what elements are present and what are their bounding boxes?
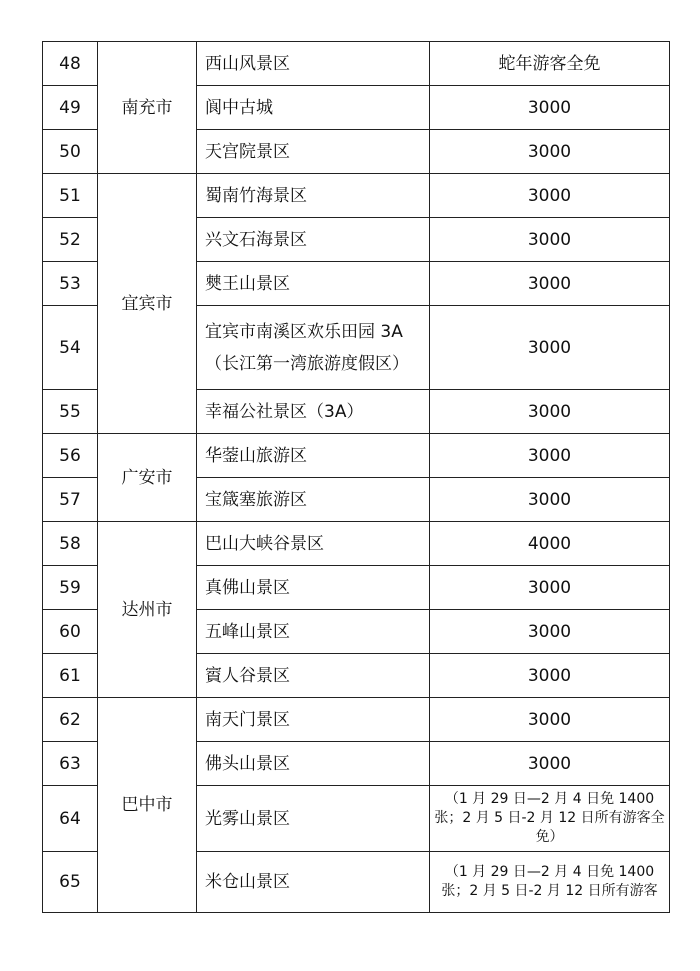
- scenic-spot-ticket-table: [42, 41, 670, 913]
- free-ticket-count: 3000: [430, 610, 670, 654]
- row-number: 48: [43, 42, 98, 86]
- row-number: 63: [43, 742, 98, 786]
- free-ticket-count: 3000: [430, 174, 670, 218]
- free-ticket-count: 3000: [430, 742, 670, 786]
- scenic-spot-name: 蜀南竹海景区: [197, 174, 430, 218]
- scenic-spot-name: 佛头山景区: [197, 742, 430, 786]
- row-number: 54: [43, 306, 98, 390]
- row-number: 52: [43, 218, 98, 262]
- row-number: 56: [43, 434, 98, 478]
- free-ticket-count: 3000: [430, 218, 670, 262]
- city-cell: 巴中市: [98, 698, 197, 913]
- free-ticket-count: 4000: [430, 522, 670, 566]
- free-ticket-count: 3000: [430, 130, 670, 174]
- scenic-spot-name-line2: （长江第一湾旅游度假区）: [205, 353, 409, 374]
- scenic-spot-name: 光雾山景区: [197, 786, 430, 852]
- scenic-spot-name: 西山风景区: [197, 42, 430, 86]
- free-ticket-count: 3000: [430, 86, 670, 130]
- scenic-spot-name: 南天门景区: [197, 698, 430, 742]
- free-ticket-count: 3000: [430, 654, 670, 698]
- scenic-spot-name: 真佛山景区: [197, 566, 430, 610]
- row-number: 55: [43, 390, 98, 434]
- scenic-spot-name: 幸福公社景区（3A）: [197, 390, 430, 434]
- scenic-spot-name: 巴山大峡谷景区: [197, 522, 430, 566]
- city-cell: 南充市: [98, 42, 197, 174]
- scenic-spot-name: [197, 306, 430, 390]
- free-ticket-count: 蛇年游客全免: [430, 42, 670, 86]
- row-number: 62: [43, 698, 98, 742]
- row-number: 51: [43, 174, 98, 218]
- city-cell: 广安市: [98, 434, 197, 522]
- table-row: [43, 522, 670, 566]
- row-number: 60: [43, 610, 98, 654]
- row-number: 57: [43, 478, 98, 522]
- city-cell: 达州市: [98, 522, 197, 698]
- table-row: [43, 42, 670, 86]
- row-number: 61: [43, 654, 98, 698]
- row-number: 53: [43, 262, 98, 306]
- scenic-spot-name: 天宫院景区: [197, 130, 430, 174]
- free-ticket-count: 3000: [430, 390, 670, 434]
- scenic-spot-name-line1: 宜宾市南溪区欢乐田园 3A: [205, 321, 403, 342]
- free-ticket-count: （1 月 29 日—2 月 4 日免 1400 张；2 月 5 日-2 月 12 日所有游客全免）: [430, 786, 670, 852]
- free-ticket-count: 3000: [430, 566, 670, 610]
- table-row: [43, 698, 670, 742]
- free-ticket-count: 3000: [430, 478, 670, 522]
- table-row: [43, 434, 670, 478]
- free-ticket-count: 3000: [430, 434, 670, 478]
- scenic-spot-name: 賨人谷景区: [197, 654, 430, 698]
- row-number: 50: [43, 130, 98, 174]
- row-number: 65: [43, 852, 98, 913]
- scenic-spot-name: 阆中古城: [197, 86, 430, 130]
- free-ticket-count: 3000: [430, 698, 670, 742]
- row-number: 64: [43, 786, 98, 852]
- free-ticket-count: 3000: [430, 306, 670, 390]
- scenic-spot-name: 五峰山景区: [197, 610, 430, 654]
- table-row: [43, 174, 670, 218]
- scenic-spot-name: 宝箴塞旅游区: [197, 478, 430, 522]
- free-ticket-count: 3000: [430, 262, 670, 306]
- row-number: 49: [43, 86, 98, 130]
- free-ticket-count: （1 月 29 日—2 月 4 日免 1400 张；2 月 5 日-2 月 12 日所有游客: [430, 852, 670, 913]
- row-number: 59: [43, 566, 98, 610]
- row-number: 58: [43, 522, 98, 566]
- scenic-spot-name: 米仓山景区: [197, 852, 430, 913]
- scenic-spot-name: 兴文石海景区: [197, 218, 430, 262]
- city-cell: 宜宾市: [98, 174, 197, 434]
- scenic-spot-name: 华蓥山旅游区: [197, 434, 430, 478]
- scenic-spot-name: 僰王山景区: [197, 262, 430, 306]
